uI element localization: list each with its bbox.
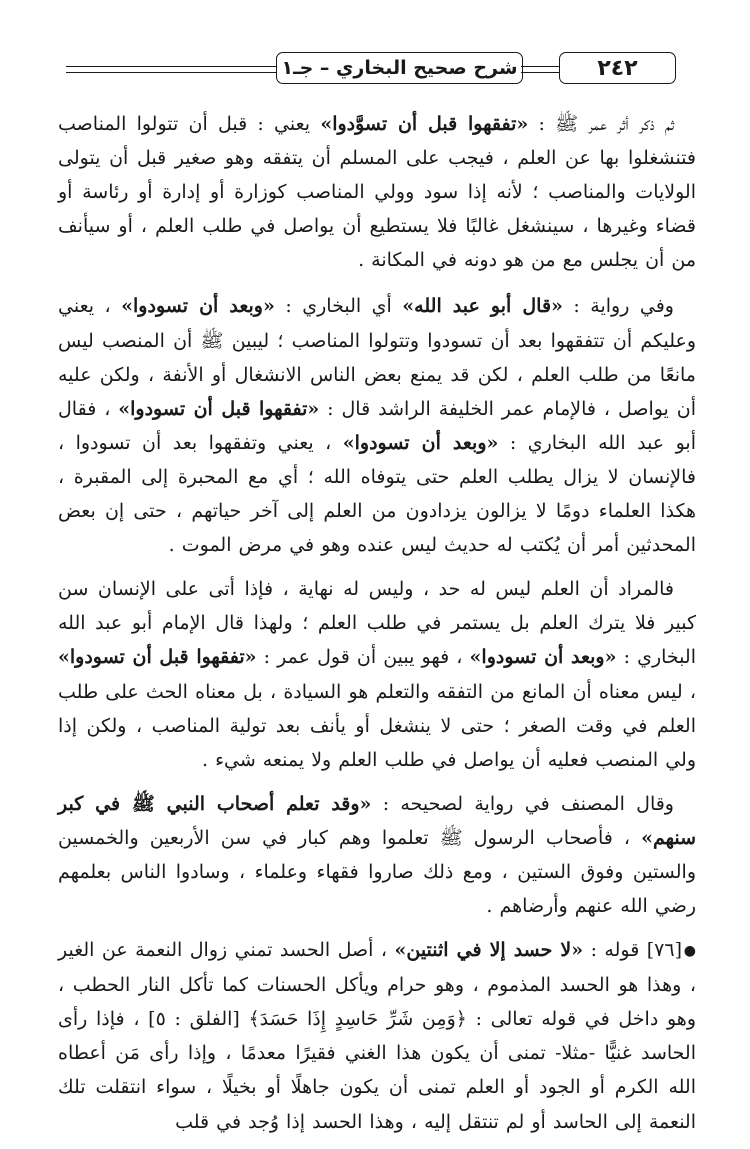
paragraph-5 (58, 933, 696, 1139)
bullet-marker: ● (683, 943, 697, 960)
paragraph-2 (58, 289, 696, 562)
quoted-text: «تفقهوا قبل أن تسوَّدوا» (320, 113, 529, 135)
header-rule-middle (521, 66, 559, 73)
paragraph-4 (58, 787, 696, 923)
text-run: وفي رواية : (562, 295, 674, 318)
paragraph-1 (58, 107, 696, 277)
page-number-text: ٢٤٢ (597, 55, 638, 81)
running-title-text: شرح صحيح البخاري – جـ١ (281, 57, 518, 79)
header-rule-left (66, 66, 276, 73)
quoted-text: «تفقهوا قبل أن تسودوا» (58, 646, 257, 669)
text-run: وقال المصنف في رواية لصحيحه : (371, 792, 674, 815)
quoted-text: «وبعد أن تسودوا» (121, 295, 275, 318)
text-run: ، فقال أبو عبد الله البخاري : (58, 397, 696, 454)
quoted-text: «تفقهوا قبل أن تسودوا» (118, 397, 320, 420)
text-run: يعني : قبل أن تتولوا المناصب فتنشغلوا بها عن العلم ، فيجب على المسلم أن يتفقه وهو صغير قبل أن يتولى الولايات والمناصب ؛ لأنه إذا سود وولي المناصب كوزارة أو إدارة أو رئاسة أو قضاء وغيرها ، سينشغل غالبًا فلا يستطيع أن يواصل في طلب العلم ، أو سيأنف من أن يجلس مع من هو دونه في المكانة . (58, 113, 696, 272)
text-run: ، فهو يبين أن قول عمر : (256, 646, 470, 669)
running-header (66, 52, 694, 92)
text-run: فالمراد أن العلم ليس له حد ، وليس له نهاية ، فإذا أتى على الإنسان سن كبير فلا يترك العلم بل يستمر في طلب العلم ؛ ولهذا قال الإمام أبو عبد الله البخاري : (58, 578, 696, 669)
text-run: ، ليس معناه أن المانع من التفقه والتعلم هو السيادة ، بل معناه الحث على طلب العلم في وقت الصغر ؛ حتى لا ينشغل أو يأنف بعد تولية المناصب ، ولكن إذا ولي المنصب فعليه أن يواصل في طلب العلم ولا يمنعه شيء . (58, 680, 696, 771)
paragraph-3 (58, 572, 696, 777)
text-run: ، يعني وتفقهوا بعد أن تسودوا ، فالإنسان لا يزال يطلب العلم حتى يتوفاه الله ؛ أي مع المحبرة إلى المقبرة ، هكذا العلماء دومًا لا يزالون يزدادون من العلم إلى آخر حياتهم ، حتى إن بعض المحدثين أمر أن يُكتب له حديث ليس عنده وهو في مرض الموت . (58, 431, 696, 557)
text-run: أي البخاري : (274, 295, 403, 318)
page-number (559, 52, 676, 84)
text-run: ، يعني وعليكم أن تتفقهوا بعد أن تسودوا وتتولوا المناصب ؛ ليبين ﷺ أن المنصب ليس مانعًا من طلب العلم ، لكن قد يمنع بعض الناس الانشغال أو الأنفة ، ولكن عليه أن يواصل ، فالإمام عمر الخليفة الراشد قال : (58, 295, 696, 420)
quoted-text: «وبعد أن تسودوا» (469, 646, 617, 669)
text-run: ، فأصحاب الرسول ﷺ تعلموا وهم كبار في سن الأربعين والخمسين والستين وفوق الستين ، ومع ذلك صاروا فقهاء وعلماء ، وسادوا الناس بعلمهم رضي الله عنهم وأرضاهم . (58, 826, 696, 918)
quoted-text: «وقد تعلم أصحاب النبي ﷺ في كبر سنهم» (58, 792, 697, 849)
running-title (276, 52, 523, 84)
text-run: [٧٦] قوله : (583, 939, 683, 962)
page-body (58, 107, 696, 1149)
quoted-text: «لا حسد إلا في اثنتين» (394, 939, 584, 962)
quoted-text: «قال أبو عبد الله» (402, 295, 563, 318)
text-run: ، أصل الحسد تمني زوال النعمة عن الغير ، وهذا هو الحسد المذموم ، وهو حرام ويأكل الحسنات كما تأكل النار الحطب ، وهو داخل في قوله تعالى : ﴿وَمِن شَرِّ حَاسِدٍ إِذَا حَسَدَ﴾ [الفلق : ٥] ، فإذا رأى الحاسد غنيًّا -مثلا- تمنى أن يكون هذا الغني فقيرًا معدمًا ، وإذا رأى مَن أعطاه الله الكرم أو الجود أو العلم تمنى أن يكون جاهلًا أو بخيلًا ، سواء انتقلت تلك النعمة إلى الحاسد أو لم تنتقل إليه ، وهذا الحسد إذا وُجد في قلب (58, 939, 696, 1133)
quoted-text: «وبعد أن تسودوا» (342, 431, 499, 454)
text-run: ثم ذكر أثر عمر ﷺ : (528, 113, 674, 135)
